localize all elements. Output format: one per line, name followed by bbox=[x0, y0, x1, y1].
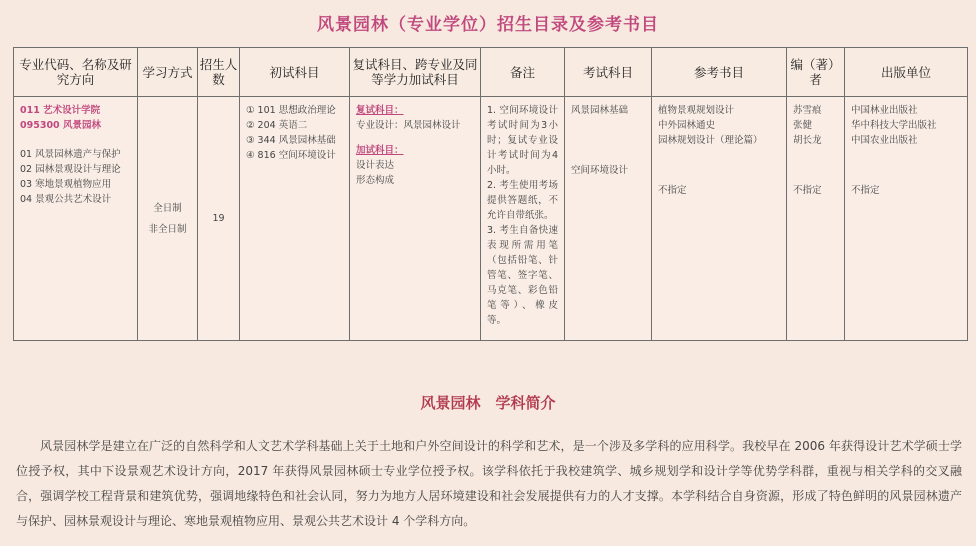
book-item: 中外园林通史 bbox=[658, 120, 716, 131]
study-mode: 全日制 bbox=[153, 202, 182, 214]
direction-item: 04 景观公共艺术设计 bbox=[20, 194, 112, 205]
author-item: 张健 bbox=[793, 120, 813, 131]
retest-subject: 专业设计：风景园林设计 bbox=[356, 120, 461, 131]
retest-label: 复试科目： bbox=[356, 105, 404, 116]
header-prelim: 初试科目 bbox=[240, 48, 350, 97]
cell-notes bbox=[481, 97, 565, 341]
direction-item: 01 风景园林遗产与保护 bbox=[20, 149, 121, 160]
page-title: 风景园林（专业学位）招生目录及参考书目 bbox=[317, 15, 659, 35]
cell-books bbox=[652, 97, 787, 341]
book-item: 不指定 bbox=[658, 185, 687, 196]
header-enrollment: 招生人数 bbox=[198, 48, 240, 97]
enrollment-catalog-table bbox=[13, 47, 968, 341]
header-authors: 编（著）者 bbox=[787, 48, 845, 97]
note-item: 1. 空间环境设计考试时间为3小时；复试专业设计考试时间为4小时。 bbox=[487, 105, 558, 176]
author-item: 不指定 bbox=[793, 185, 822, 196]
book-item: 园林规划设计（理论篇） bbox=[658, 135, 763, 146]
table-row bbox=[14, 97, 968, 341]
school-code: 011 艺术设计学院 bbox=[20, 105, 101, 116]
cell-prelim bbox=[240, 97, 350, 341]
extra-label: 加试科目： bbox=[356, 145, 404, 156]
prelim-subject: ④ 816 空间环境设计 bbox=[246, 150, 336, 161]
extra-subject: 设计表达 bbox=[356, 160, 395, 171]
header-code: 专业代码、名称及研究方向 bbox=[14, 48, 138, 97]
cell-enrollment bbox=[198, 97, 240, 341]
book-item: 植物景观规划设计 bbox=[658, 105, 735, 116]
author-item: 苏雪痕 bbox=[793, 105, 822, 116]
exam-subject: 风景园林基础 bbox=[571, 105, 629, 116]
exam-subject: 空间环境设计 bbox=[571, 165, 629, 176]
header-exam-subject: 考试科目 bbox=[565, 48, 652, 97]
intro-paragraph: 风景园林学是建立在广泛的自然科学和人文艺术学科基础上关于土地和户外空间设计的科学和艺术，是一个涉及多学科的应用科学。我校早在 2006 年获得设计艺术学硕士学位授予权，其中下设景观艺术设计方向，2017 年获得风景园林硕士专业学位授予权。该学科依托于我校建筑学、城乡规划学和设计学等优势学科群，重视与相关学科的交叉融合，强调学校工程背景和建筑优势，强调地缘特色和社会认同，努力为地方人居环境建设和社会发展提供有力的人才支撑。本学科结合自身资源，形成了特色鲜明的风景园林遗产与保护、园林景观设计与理论、寒地景观植物应用、景观公共艺术设计 4 个学科方向。 bbox=[16, 439, 962, 528]
note-item: 2. 考生使用考场提供答题纸，不允许自带纸张。 bbox=[487, 180, 558, 221]
prelim-subject: ② 204 英语二 bbox=[246, 120, 308, 131]
cell-publisher bbox=[845, 97, 968, 341]
publisher-item: 华中科技大学出版社 bbox=[851, 120, 937, 131]
cell-exam-subject bbox=[565, 97, 652, 341]
publisher-item: 不指定 bbox=[851, 185, 880, 196]
cell-authors bbox=[787, 97, 845, 341]
enrollment-count: 19 bbox=[212, 213, 225, 224]
cell-retest bbox=[350, 97, 481, 341]
direction-item: 03 寒地景观植物应用 bbox=[20, 179, 112, 190]
prelim-subject: ③ 344 风景园林基础 bbox=[246, 135, 336, 146]
note-item: 3. 考生自备快速表现所需用笔（包括铅笔、针管笔、签字笔、马克笔、彩色铅笔等）、橡皮等。 bbox=[487, 225, 558, 326]
header-books: 参考书目 bbox=[652, 48, 787, 97]
publisher-item: 中国林业出版社 bbox=[851, 105, 918, 116]
table-header-row bbox=[14, 48, 968, 97]
direction-item: 02 园林景观设计与理论 bbox=[20, 164, 121, 175]
major-code: 095300 风景园林 bbox=[20, 120, 101, 131]
prelim-subject: ① 101 思想政治理论 bbox=[246, 105, 336, 116]
extra-subject: 形态构成 bbox=[356, 175, 395, 186]
header-study-mode: 学习方式 bbox=[138, 48, 198, 97]
publisher-item: 中国农业出版社 bbox=[851, 135, 918, 146]
header-publisher: 出版单位 bbox=[845, 48, 968, 97]
section-title: 风景园林 学科简介 bbox=[420, 394, 556, 412]
header-notes: 备注 bbox=[481, 48, 565, 97]
cell-code bbox=[14, 97, 138, 341]
cell-study-mode bbox=[138, 97, 198, 341]
header-retest: 复试科目、跨专业及同等学力加试科目 bbox=[350, 48, 481, 97]
author-item: 胡长龙 bbox=[793, 135, 822, 146]
study-mode: 非全日制 bbox=[148, 223, 187, 235]
